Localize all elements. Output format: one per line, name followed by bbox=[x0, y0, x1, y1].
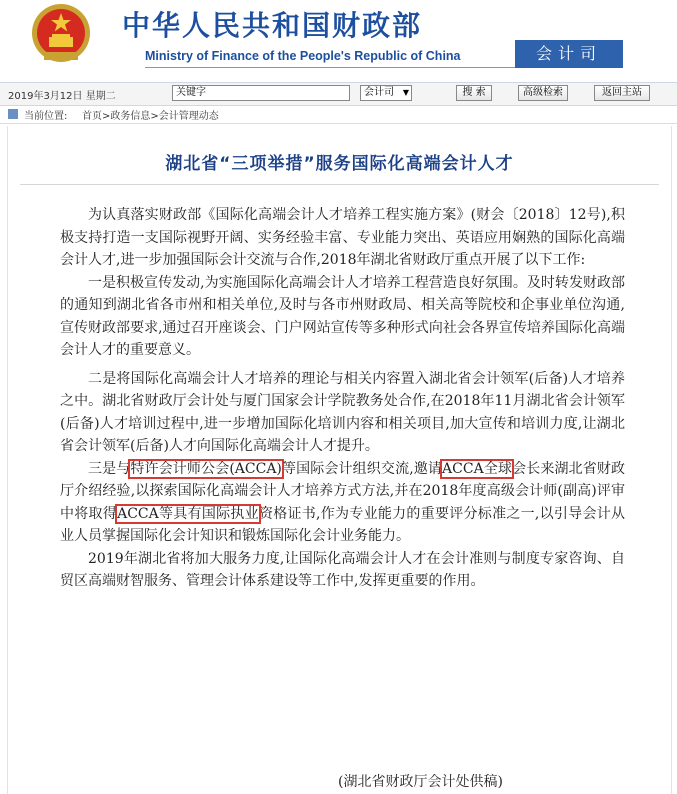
article-source: (湖北省财政厅会计处供稿) bbox=[338, 774, 503, 790]
breadcrumb bbox=[0, 106, 677, 122]
breadcrumb-divider bbox=[0, 123, 677, 124]
p4-text-3: 会长来湖北省财政厅介绍经验,以探索国际化高端会计人才培养方式方法,并在2018年度高级会计师(副高)评审中将取得 bbox=[60, 460, 626, 522]
scope-select[interactable] bbox=[360, 85, 412, 101]
highlight-acca-institute: 特许会计师公会(ACCA) bbox=[130, 460, 282, 477]
article-container bbox=[7, 126, 672, 794]
chevron-down-icon: ▼ bbox=[402, 88, 409, 97]
highlight-acca-global: ACCA全球 bbox=[442, 460, 513, 477]
breadcrumb-separator: > bbox=[102, 111, 111, 122]
p4-text-2: 等国际会计组织交流,邀请 bbox=[281, 460, 443, 477]
article-paragraph-2: 一是积极宣传发动,为实施国际化高端会计人才培养工程营造良好氛围。及时转发财政部的通知到湖北省各市州和相关单位,及时与各市州财政局、相关高等院校和企事业单位沟通,宣传财政部要求,通过召开座谈会、门户网站宣传等多种形式向社会各界宣传培养国际化高端会计人才的重要意义。 bbox=[60, 274, 625, 358]
advanced-search-button[interactable]: 高级检索 bbox=[518, 85, 568, 101]
site-header bbox=[0, 0, 677, 80]
breadcrumb-label: 当前位置: bbox=[24, 111, 68, 122]
breadcrumb-news[interactable]: 政务信息 bbox=[110, 111, 151, 122]
highlight-acca-qualification: ACCA等具有国际执业 bbox=[117, 505, 259, 522]
site-title-en: Ministry of Finance of the People's Republic of China bbox=[145, 49, 461, 63]
breadcrumb-current[interactable]: 会计管理动态 bbox=[158, 111, 219, 122]
article-paragraph-3: 二是将国际化高端会计人才培养的理论与相关内容置入湖北省会计领军(后备)人才培养之中。湖北省财政厅会计处与厦门国家会计学院教务处合作,在2018年11月湖北省会计领军(后备)人才培训过程中,进一步增加国际化培训内容和相关项目,加大宣传和培训力度,让湖北省会计领军(后备)人才向国际化高端会计人才提升。 bbox=[60, 370, 625, 454]
national-emblem-icon bbox=[30, 3, 92, 65]
return-home-button[interactable]: 返回主站 bbox=[594, 85, 650, 101]
breadcrumb-separator: > bbox=[150, 111, 159, 122]
department-badge[interactable]: 会计司 bbox=[515, 40, 623, 68]
article-paragraph-4 bbox=[60, 458, 625, 548]
search-toolbar bbox=[0, 82, 677, 106]
p4-text-4: 资格证书,作为专业能力的重要评分标准之一,以引导会计从业人员掌握国际化会计知识和锻炼国际化会计业务能力。 bbox=[60, 505, 625, 544]
breadcrumb-home[interactable]: 首页 bbox=[82, 111, 102, 122]
article-title: 湖北省“三项举措”服务国际化高端会计人才 bbox=[165, 154, 514, 174]
search-input[interactable]: 关键字 bbox=[172, 85, 350, 101]
article-paragraph-1: 为认真落实财政部《国际化高端会计人才培养工程实施方案》(财会〔2018〕12号),积极支持打造一支国际视野开阔、实务经验丰富、专业能力突出、英语应用娴熟的国际化高端会计人才,进一步加强国际会计交流与合作,2018年湖北省财政厅重点开展了以下工作: bbox=[60, 207, 625, 268]
scope-select-value: 会计司 bbox=[364, 87, 394, 98]
current-date: 2019年3月12日 星期二 bbox=[8, 91, 116, 102]
location-icon bbox=[8, 109, 18, 119]
p4-text-1: 三是与 bbox=[88, 460, 131, 477]
search-button[interactable]: 搜 索 bbox=[456, 85, 492, 101]
article-body bbox=[60, 204, 625, 593]
breadcrumb-path bbox=[82, 107, 219, 122]
title-divider bbox=[20, 184, 659, 185]
site-title-cn: 中华人民共和国财政部 bbox=[122, 9, 423, 42]
article-paragraph-5: 2019年湖北省将加大服务力度,让国际化高端会计人才在会计准则与制度专家咨询、自贸区高端财智服务、管理会计体系建设等工作中,发挥更重要的作用。 bbox=[60, 550, 625, 589]
